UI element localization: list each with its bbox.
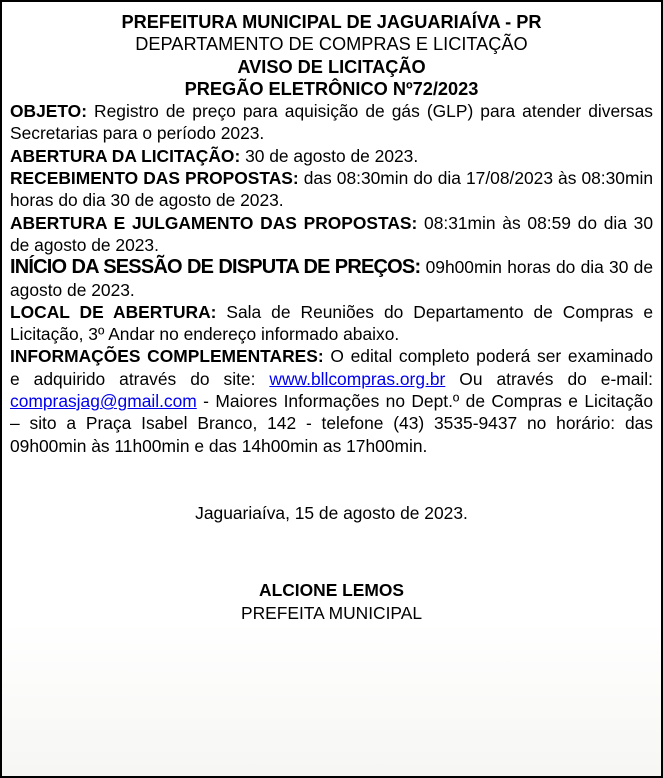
recebimento-propostas-label: RECEBIMENTO DAS PROPOSTAS: [10, 168, 299, 189]
header-notice-type: AVISO DE LICITAÇÃO [237, 56, 426, 77]
signature-block [10, 579, 653, 624]
paragraph-informacoes-complementares [10, 345, 653, 456]
header-department: DEPARTAMENTO DE COMPRAS E LICITAÇÃO [135, 34, 528, 55]
paragraph-objeto [10, 100, 653, 145]
signature-title: PREFEITA MUNICIPAL [240, 602, 423, 623]
header-municipality-title: PREFEITURA MUNICIPAL DE JAGUARIAÍVA - PR [121, 12, 542, 32]
paragraph-sessao-disputa [10, 256, 653, 301]
informacoes-text-2: Ou através do e-mail: [445, 368, 653, 389]
julgamento-propostas-text: 08:31min às 08:59 do dia 30 de agosto de 2023. [10, 212, 654, 255]
local-abertura-text: Sala de Reuniões do Departamento de Compras e Licitação, 3º Andar no endereço informado abaixo. [10, 301, 653, 345]
objeto-label: OBJETO: [10, 101, 87, 122]
sessao-disputa-label: INÍCIO DA SESSÃO DE DISPUTA DE PREÇOS: [10, 256, 421, 279]
paragraph-recebimento-propostas [10, 167, 653, 212]
local-abertura-label: LOCAL DE ABERTURA: [10, 301, 217, 322]
julgamento-propostas-label: ABERTURA E JULGAMENTO DAS PROPOSTAS: [10, 212, 418, 233]
date-line: Jaguariaíva, 15 de agosto de 2023. [195, 502, 468, 523]
sessao-disputa-text: 09h00min horas do dia 30 de agosto de 2023. [10, 257, 653, 300]
informacoes-label: INFORMAÇÕES COMPLEMENTARES: [10, 346, 324, 367]
paragraph-julgamento-propostas [10, 212, 653, 257]
email-link[interactable]: comprasjag@gmail.com [10, 391, 197, 412]
informacoes-text-1: O edital completo poderá ser examinado e adquirido através do site: [10, 346, 653, 389]
header-auction-number: PREGÃO ELETRÔNICO Nº72/2023 [184, 78, 479, 99]
abertura-licitacao-text: 30 de agosto de 2023. [240, 145, 419, 166]
site-link[interactable]: www.bllcompras.org.br [269, 368, 446, 389]
paragraph-abertura-licitacao [10, 145, 653, 167]
abertura-licitacao-label: ABERTURA DA LICITAÇÃO: [10, 145, 241, 166]
recebimento-propostas-text: das 08:30min do dia 17/08/2023 às 08:30min horas do dia 30 de agosto de 2023. [10, 168, 653, 211]
paragraph-local-abertura [10, 301, 653, 346]
signature-name: ALCIONE LEMOS [259, 580, 404, 601]
objeto-text: Registro de preço para aquisição de gás (GLP) para atender diversas Secretarias para o período 2023. [10, 101, 653, 144]
informacoes-text-3: - Maiores Informações no Dept.º de Compras e Licitação – sito a Praça Isabel Branco, 142 - telefone (43) 3535-9437 no horário: das 09h00min às 11h00min e das 14h00min as 17h00min. [10, 391, 653, 456]
